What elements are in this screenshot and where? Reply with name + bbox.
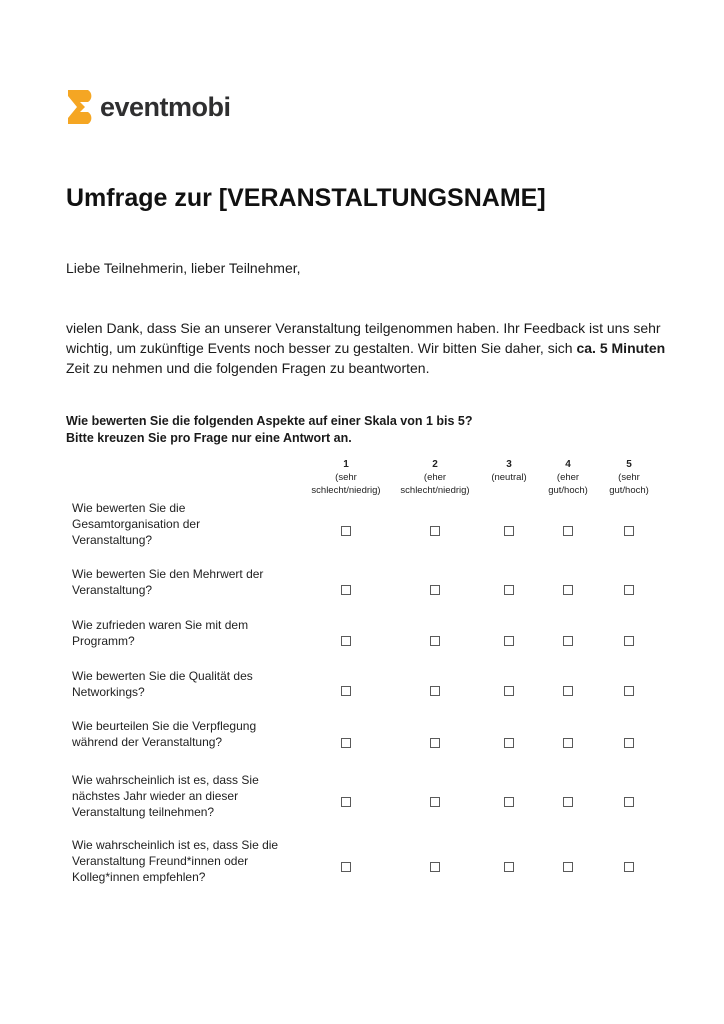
q2-option-3-checkbox[interactable] [504, 585, 514, 595]
question-line: Networkings? [72, 685, 145, 699]
q5-option-4-checkbox[interactable] [563, 738, 573, 748]
q6-option-2-checkbox[interactable] [430, 797, 440, 807]
q5-option-1-checkbox[interactable] [341, 738, 351, 748]
question-line: Wie bewerten Sie den Mehrwert der [72, 567, 264, 581]
question-line: nächstes Jahr wieder an dieser [72, 789, 239, 803]
question-5-text [72, 718, 282, 750]
instruction-line-2: Bitte kreuzen Sie pro Frage nur eine Antwort an. [66, 431, 352, 445]
scale-column-1 [300, 458, 392, 497]
q6-option-1-checkbox[interactable] [341, 797, 351, 807]
q4-option-1-checkbox[interactable] [341, 686, 351, 696]
scale-number: 4 [565, 459, 571, 470]
question-4-text [72, 668, 282, 700]
q3-option-5-checkbox[interactable] [624, 636, 634, 646]
scale-column-5 [583, 458, 675, 497]
q7-option-2-checkbox[interactable] [430, 862, 440, 872]
q2-option-2-checkbox[interactable] [430, 585, 440, 595]
question-line: Veranstaltung teilnehmen? [72, 805, 215, 819]
question-line: Gesamtorganisation der [72, 517, 201, 531]
question-7-text [72, 837, 282, 885]
q7-option-4-checkbox[interactable] [563, 862, 573, 872]
q4-option-5-checkbox[interactable] [624, 686, 634, 696]
q4-option-4-checkbox[interactable] [563, 686, 573, 696]
q7-option-1-checkbox[interactable] [341, 862, 351, 872]
scale-description: (sehr [618, 472, 640, 483]
scale-description: schlecht/niedrig) [311, 485, 381, 496]
q5-option-2-checkbox[interactable] [430, 738, 440, 748]
q2-option-4-checkbox[interactable] [563, 585, 573, 595]
q5-option-5-checkbox[interactable] [624, 738, 634, 748]
intro-paragraph [66, 318, 676, 378]
scale-number: 2 [432, 459, 438, 470]
q7-option-5-checkbox[interactable] [624, 862, 634, 872]
scale-number: 1 [343, 459, 349, 470]
question-line: Programm? [72, 634, 135, 648]
q1-option-4-checkbox[interactable] [563, 526, 573, 536]
q1-option-5-checkbox[interactable] [624, 526, 634, 536]
question-line: Wie bewerten Sie die [72, 501, 186, 515]
intro-emphasis: ca. 5 Minuten [576, 340, 666, 356]
q1-option-1-checkbox[interactable] [341, 526, 351, 536]
question-line: Wie beurteilen Sie die Verpflegung [72, 719, 257, 733]
brand-logo [66, 88, 231, 126]
scale-description: (eher [423, 472, 447, 483]
question-line: Wie wahrscheinlich ist es, dass Sie [72, 773, 259, 787]
q6-option-4-checkbox[interactable] [563, 797, 573, 807]
scale-description: gut/hoch) [548, 485, 588, 496]
question-3-text [72, 617, 282, 649]
eventmobi-logo-icon [66, 88, 96, 126]
question-1-text [72, 500, 282, 548]
intro-text-2: Zeit zu nehmen und die folgenden Fragen zu beantworten. [66, 360, 430, 376]
scale-number: 5 [626, 459, 632, 470]
q3-option-1-checkbox[interactable] [341, 636, 351, 646]
q3-option-4-checkbox[interactable] [563, 636, 573, 646]
question-line: Wie bewerten Sie die Qualität des [72, 669, 253, 683]
question-line: Wie wahrscheinlich ist es, dass Sie die [72, 838, 279, 852]
question-6-text [72, 772, 282, 820]
question-line: Veranstaltung? [72, 583, 153, 597]
question-line: Veranstaltung? [72, 533, 153, 547]
scale-description: (neutral) [491, 472, 527, 483]
rating-instruction [66, 413, 473, 447]
q4-option-3-checkbox[interactable] [504, 686, 514, 696]
q3-option-2-checkbox[interactable] [430, 636, 440, 646]
q6-option-3-checkbox[interactable] [504, 797, 514, 807]
page-title: Umfrage zur [VERANSTALTUNGSNAME] [66, 184, 546, 212]
scale-description: (eher [556, 472, 580, 483]
greeting: Liebe Teilnehmerin, lieber Teilnehmer, [66, 260, 301, 276]
instruction-line-1: Wie bewerten Sie die folgenden Aspekte auf einer Skala von 1 bis 5? [66, 414, 473, 428]
question-line: Veranstaltung Freund*innen oder [72, 854, 249, 868]
question-line: während der Veranstaltung? [72, 735, 223, 749]
q3-option-3-checkbox[interactable] [504, 636, 514, 646]
scale-description: gut/hoch) [609, 485, 649, 496]
scale-description: (sehr [335, 472, 357, 483]
q2-option-5-checkbox[interactable] [624, 585, 634, 595]
intro-text-1: vielen Dank, dass Sie an unserer Veranstaltung teilgenommen haben. Ihr Feedback ist uns sehr wichtig, um zukünftige Events noch besser zu gestalten. Wir bitten Sie daher, sich [66, 320, 661, 356]
question-2-text [72, 566, 282, 598]
scale-number: 3 [506, 459, 512, 470]
q1-option-3-checkbox[interactable] [504, 526, 514, 536]
q4-option-2-checkbox[interactable] [430, 686, 440, 696]
question-line: Wie zufrieden waren Sie mit dem [72, 618, 249, 632]
scale-description: schlecht/niedrig) [400, 485, 470, 496]
q2-option-1-checkbox[interactable] [341, 585, 351, 595]
q5-option-3-checkbox[interactable] [504, 738, 514, 748]
q1-option-2-checkbox[interactable] [430, 526, 440, 536]
question-line: Kolleg*innen empfehlen? [72, 870, 206, 884]
brand-name: eventmobi [100, 91, 231, 122]
q7-option-3-checkbox[interactable] [504, 862, 514, 872]
q6-option-5-checkbox[interactable] [624, 797, 634, 807]
